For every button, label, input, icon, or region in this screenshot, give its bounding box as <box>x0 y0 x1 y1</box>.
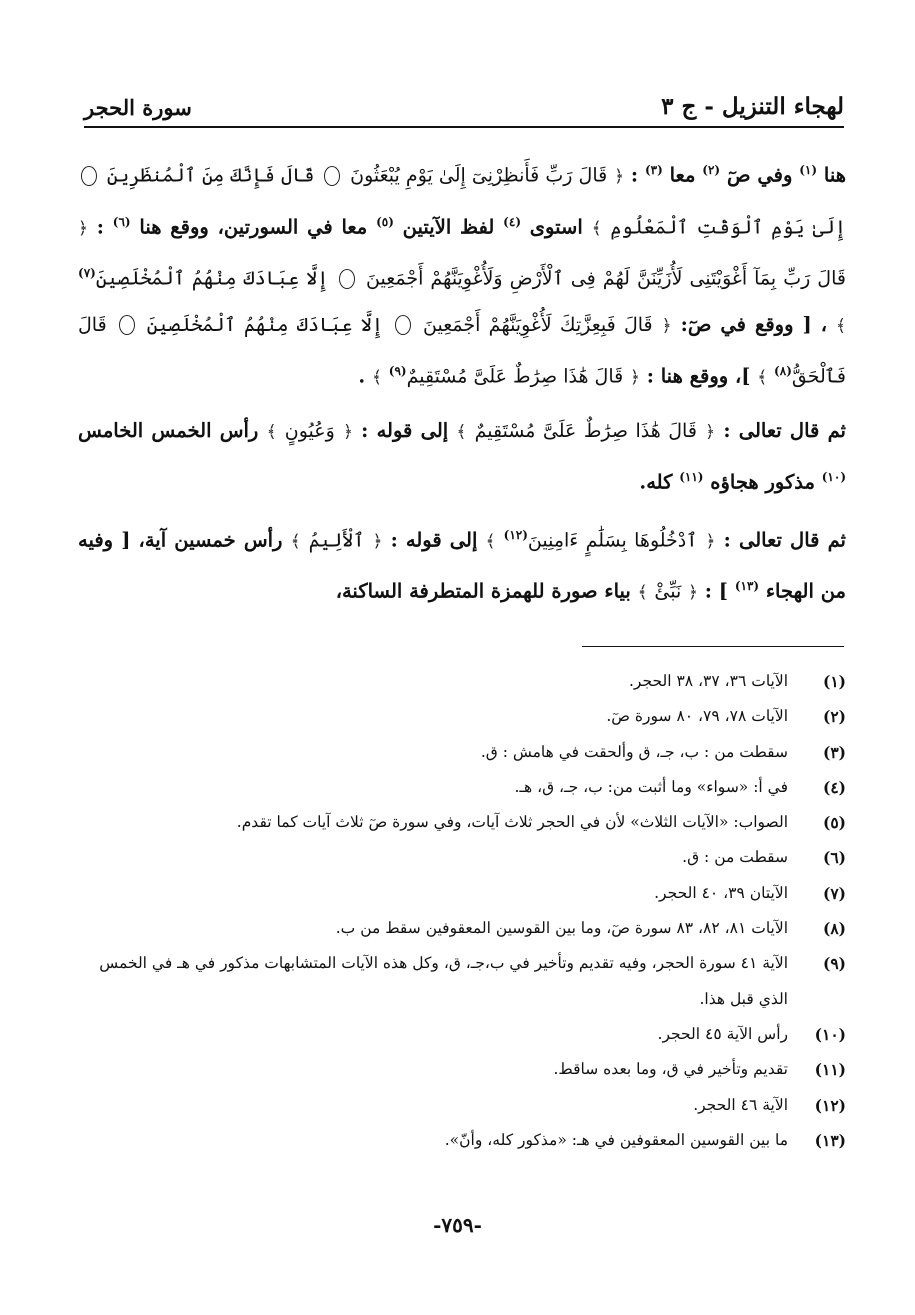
quran-verse: ٱدْخُلُوهَا بِسَلَٰمٍ ءَامِنِينَ <box>527 529 698 551</box>
quran-bracket-close-icon: ﴾ <box>591 218 602 238</box>
quran-verse: إِلَىٰ يَوْمِ ٱلْوَقْتِ ٱلْمَعْلُومِ <box>610 216 846 238</box>
text-run: لفظ الآيتين <box>393 215 504 238</box>
text-run: معا <box>662 163 703 187</box>
ayah-separator-icon <box>119 315 135 335</box>
text-run: كله. <box>639 470 680 494</box>
ayah-separator-icon <box>324 166 340 186</box>
quran-verse: قَالَ فَإِنَّكَ مِنَ ٱلْمُنظَرِينَ <box>106 164 315 187</box>
footnote-number: (٧) <box>822 883 846 903</box>
quran-bracket-close-icon: ﴾ <box>266 422 277 442</box>
footnote-text: ما بين القوسين المعقوفين في هـ: «مذكور كله، وأنّ». <box>444 1130 788 1149</box>
footnote-ref: (٤) <box>503 214 521 229</box>
footnote-number: (٩) <box>822 954 846 974</box>
footnote-item <box>86 664 846 699</box>
quran-bracket-close-icon: ﴾ <box>637 582 648 603</box>
footnote-number: (١٢) <box>814 1095 846 1115</box>
quran-verse: قَالَ هَٰذَا صِرَٰطٌ عَلَىَّ مُسْتَقِيمٌ <box>474 420 697 442</box>
footnote-ref: (١) <box>799 163 818 177</box>
footnote-ref: (٥) <box>376 214 394 229</box>
footnote-divider <box>582 646 844 647</box>
footnote-ref: (٦) <box>112 214 131 229</box>
text-run: إلى قوله : <box>352 419 457 442</box>
footnote-item <box>86 1052 846 1087</box>
footnote-item <box>86 840 846 875</box>
footnote-text: في أ: «سواء» وما أثبت من: ب، جـ، ق، هـ. <box>514 777 788 796</box>
quran-bracket-close-icon: ﴾ <box>836 315 847 336</box>
main-text <box>78 148 846 624</box>
quran-verse: ٱلْأَلِيمُ <box>308 529 365 551</box>
text-run: : <box>624 163 645 187</box>
quran-verse: إِلَّا عِبَادَكَ مِنْهُمُ ٱلْمُخْلَصِينَ <box>146 313 384 336</box>
footnote-number: (١١) <box>814 1060 846 1080</box>
quran-bracket-open-icon: ﴿ <box>372 531 383 551</box>
quran-verse: قَالَ رَبِّ فَأَنظِرْنِىٓ إِلَىٰ يَوْمِ يُبْعَثُونَ <box>350 164 608 187</box>
surah-title: سورة الحجر <box>84 95 192 120</box>
footnote-number: (١٠) <box>814 1024 846 1044</box>
footnotes <box>86 664 846 1158</box>
footnote-ref: (١٢) <box>503 527 528 542</box>
footnote-item <box>86 1088 846 1123</box>
quran-bracket-open-icon: ﴿ <box>78 218 88 238</box>
footnote-text: الآيات ٨١، ٨٢، ٨٣ سورة صٓ، وما بين القوسين المعقوفين سقط من ب. <box>335 919 788 938</box>
running-header <box>84 80 844 120</box>
text-run: مذكور هجاؤه <box>703 470 822 494</box>
text-run: استوى <box>521 215 583 238</box>
quran-bracket-open-icon: ﴿ <box>614 166 625 187</box>
quran-bracket-close-icon: ﴾ <box>372 367 382 387</box>
footnote-item <box>86 735 846 770</box>
quran-bracket-close-icon: ﴾ <box>290 531 301 551</box>
text-run: ، [ ووقع في صٓ: <box>671 312 837 336</box>
footnote-number: (١) <box>822 672 846 691</box>
footnote-ref: (٢) <box>702 163 721 177</box>
quran-verse: قَالَ فَبِعِزَّتِكَ لَأُغْوِيَنَّهُمْ أَجْمَعِينَ <box>423 313 653 336</box>
paragraph-3 <box>78 513 846 616</box>
page-number: -٧٥٩- <box>433 1213 482 1237</box>
quran-bracket-open-icon: ﴿ <box>688 582 699 603</box>
quran-bracket-open-icon: ﴿ <box>630 367 640 387</box>
footnote-text: الصواب: «الآيات الثلاث» لأن في الحجر ثلاث آيات، وفي سورة صٓ ثلاث آيات كما تقدم. <box>236 813 788 832</box>
book-title: لهجاء التنزيل - ج ٣ <box>661 93 844 120</box>
footnote-text: الآية ٤٦ الحجر. <box>693 1095 788 1114</box>
footnote-text: رأس الآية ٤٥ الحجر. <box>657 1024 788 1043</box>
footnote-text: الآيات ٧٨، ٧٩، ٨٠ سورة صٓ. <box>606 707 788 726</box>
footnote-ref: (٣) <box>644 163 663 177</box>
footnote-ref: (١٣) <box>734 579 760 593</box>
text-run: : <box>87 215 113 238</box>
footnote-item <box>86 1017 846 1052</box>
text-run: ]، ووقع هنا : <box>639 364 758 387</box>
paragraph-1 <box>78 148 846 400</box>
footnote-number: (٢) <box>822 707 846 727</box>
footnote-number: (١٣) <box>814 1130 846 1150</box>
text-run: هنا <box>817 163 847 187</box>
footnote-text: سقطت من : ب، جـ، ق وألحقت في هامش : ق. <box>480 742 788 761</box>
quran-verse: قَالَ هَٰذَا صِرَٰطٌ عَلَىَّ مُسْتَقِيمٌ <box>406 365 624 387</box>
footnote-number: (٦) <box>822 848 846 868</box>
text-run: رأس خمسين آية، [ وفيه من الهجاء <box>78 528 846 603</box>
footnote-text: سقطت من : ق. <box>682 848 788 867</box>
footnote-item <box>86 1123 846 1158</box>
footnote-item <box>86 911 846 946</box>
quran-bracket-close-icon: ﴾ <box>456 422 467 442</box>
text-run: بياء صورة للهمزة المتطرفة الساكنة، <box>335 579 638 603</box>
text-run: ثم قال تعالى : <box>715 528 846 551</box>
footnote-text: تقديم وتأخير في ق، وما بعده ساقط. <box>553 1060 788 1079</box>
text-run: . <box>358 364 372 387</box>
footnote-item <box>86 805 846 840</box>
ayah-separator-icon <box>395 315 411 335</box>
paragraph-2 <box>78 408 846 505</box>
quran-bracket-open-icon: ﴿ <box>705 531 716 551</box>
footnote-number: (٨) <box>822 919 846 939</box>
footnote-text: الآيات ٣٦، ٣٧، ٣٨ الحجر. <box>629 672 788 690</box>
footnote-number: (٣) <box>822 742 846 762</box>
ayah-separator-icon <box>339 269 355 289</box>
quran-bracket-open-icon: ﴿ <box>661 315 672 336</box>
footnote-ref: (١١) <box>679 470 704 484</box>
header-divider <box>84 126 844 128</box>
quran-bracket-open-icon: ﴿ <box>705 422 716 442</box>
quran-verse: قَالَ فَٱلْحَقُّ <box>78 313 846 387</box>
ayah-separator-icon <box>81 166 97 186</box>
footnote-item <box>86 770 846 805</box>
quran-verse: قَالَ رَبِّ بِمَآ أَغْوَيْتَنِى لَأُزَيِّنَنَّ لَهُمْ فِى ٱلْأَرْضِ وَلَأُغْوِيَنَّهُمْ أَجْمَعِينَ <box>366 267 846 290</box>
footnote-item <box>86 699 846 734</box>
footnote-text: الآيتان ٣٩، ٤٠ الحجر. <box>654 883 788 902</box>
text-run: رأس الخمس الخامس <box>78 419 267 442</box>
footnote-number: (٥) <box>822 813 846 833</box>
text-run: وفي صٓ <box>720 163 800 187</box>
footnote-ref: (٧) <box>78 266 96 280</box>
quran-bracket-close-icon: ﴾ <box>757 367 768 387</box>
text-run: إلى قوله : <box>382 528 486 551</box>
text-run: ] : <box>698 579 735 603</box>
quran-verse: وَعُيُونٍ <box>284 420 335 442</box>
footnote-item <box>86 876 846 911</box>
quran-bracket-open-icon: ﴿ <box>342 422 353 442</box>
text-run: معا في السورتين، ووقع هنا <box>130 215 377 238</box>
quran-verse: نَبِّئْ <box>654 580 682 603</box>
footnote-ref: (٨) <box>774 363 792 378</box>
footnote-text: الآية ٤١ سورة الحجر، وفيه تقديم وتأخير في ب،جـ، ق، وكل هذه الآيات المتشابهات مذكور في هـ في الخمس الذي قبل هذا. <box>99 954 788 1008</box>
footnote-number: (٤) <box>822 777 846 797</box>
footnote-ref: (١٠) <box>821 470 846 484</box>
footnote-item <box>86 946 846 1017</box>
quran-bracket-close-icon: ﴾ <box>485 531 496 551</box>
text-run: ثم قال تعالى : <box>715 419 846 442</box>
footnote-ref: (٩) <box>388 363 407 378</box>
quran-verse: إِلَّا عِبَادَكَ مِنْهُمُ ٱلْمُخْلَصِينَ <box>95 267 329 290</box>
